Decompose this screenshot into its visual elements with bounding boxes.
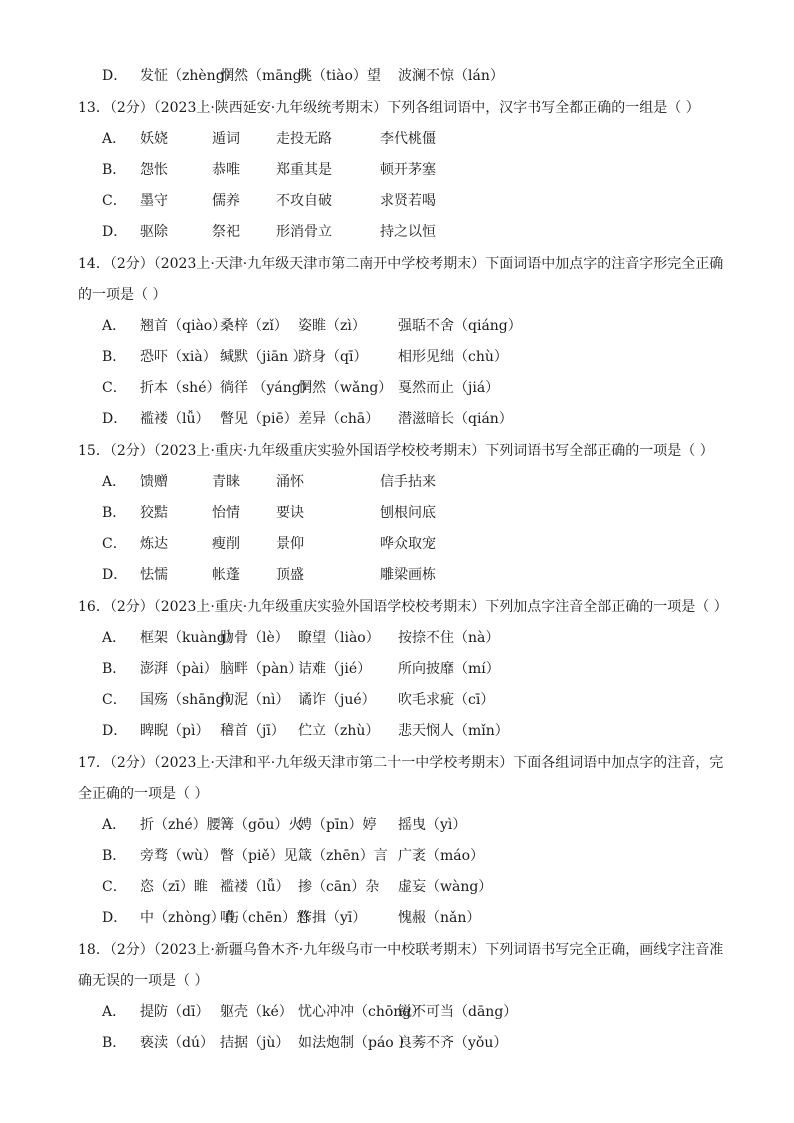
option-item: 拮据（jù） — [220, 1035, 290, 1051]
option-label: D． — [102, 411, 128, 427]
option-item: 形消骨立 — [276, 224, 332, 240]
option-item: 折本（shé） — [140, 380, 221, 396]
option-item: 广袤（máo） — [398, 848, 485, 864]
option-item: 眺（tiào）望 — [298, 68, 381, 84]
option-item: 亵渎（dú） — [140, 1035, 214, 1051]
option-label: D． — [102, 910, 128, 926]
option-item: 波澜不惊（lán） — [398, 68, 504, 84]
option-item: 恭唯 — [212, 162, 240, 178]
option-item: 中（zhòng）伤 — [140, 910, 239, 926]
option-item: 炼达 — [140, 536, 168, 552]
question-stem: 15．（2分）（2023上·重庆·九年级重庆实验外国语学校校考期末）下列词语书写全部正确的一项是（ ） — [78, 443, 714, 459]
option-item: 帐蓬 — [212, 567, 240, 583]
option-item: 走投无路 — [276, 131, 332, 147]
option-item: 李代桃僵 — [380, 131, 436, 147]
option-item: 惘然（māng） — [220, 68, 316, 84]
option-item: 掺（cān）杂 — [298, 879, 380, 895]
option-item: 作揖（yī） — [298, 910, 367, 926]
option-label: B． — [102, 349, 127, 365]
option-item: 刨根问底 — [380, 505, 436, 521]
option-label: C． — [102, 692, 127, 708]
option-item: 所向披靡（mí） — [398, 661, 500, 677]
option-item: 景仰 — [276, 536, 304, 552]
option-item: 躯壳（ké） — [220, 1004, 293, 1020]
option-label: D． — [102, 68, 128, 84]
option-item: 惘然（wǎng） — [298, 380, 393, 396]
option-item: 墨守 — [140, 193, 168, 209]
option-label: B． — [102, 661, 127, 677]
option-item: 篝（gōu）火 — [220, 817, 303, 833]
option-item: 诘难（jié） — [298, 661, 372, 677]
option-label: A． — [102, 318, 127, 334]
option-item: 折（zhé）腰 — [140, 817, 221, 833]
option-item: 怡情 — [212, 505, 240, 521]
option-item: 如法炮制（páo ） — [298, 1035, 413, 1051]
option-item: 伫立（zhù） — [298, 723, 380, 739]
option-item: 谲诈（jué） — [298, 692, 376, 708]
question-stem: 14．（2分）（2023上·天津·九年级天津市第二南开中学校考期末）下面词语中加点字的注音字形完全正确 — [78, 256, 724, 272]
option-label: A． — [102, 630, 127, 646]
option-item: 哗众取宠 — [380, 536, 436, 552]
option-item: 信手拈来 — [380, 474, 436, 490]
option-item: 相形见绌（chù） — [398, 349, 508, 365]
option-label: A． — [102, 474, 127, 490]
option-item: 郑重其是 — [276, 162, 332, 178]
option-item: 脑畔（pàn） — [220, 661, 303, 677]
question-stem: 16．（2分）（2023上·重庆·九年级重庆实验外国语学校校考期末）下列加点字注音全部正确的一项是（ ） — [78, 599, 728, 615]
option-item: 妖娆 — [140, 131, 168, 147]
option-item: 摇曳（yì） — [398, 817, 467, 833]
option-item: 姿睢（zì） — [298, 318, 366, 334]
option-item: 恐吓（xià） — [140, 349, 217, 365]
option-item: 吹毛求疵（cī） — [398, 692, 495, 708]
option-item: 瘦削 — [212, 536, 240, 552]
option-item: 狡黠 — [140, 505, 168, 521]
option-item: 儒养 — [212, 193, 240, 209]
option-item: 戛然而止（jiá） — [398, 380, 500, 396]
option-item: 徜徉 （yáng） — [220, 380, 315, 396]
option-item: 悲天悯人（mǐn） — [398, 723, 509, 739]
option-label: D． — [102, 567, 128, 583]
option-label: B． — [102, 162, 127, 178]
option-item: 嗔（chēn）怒 — [220, 910, 311, 926]
option-item: 馈赠 — [140, 474, 168, 490]
option-item: 怯懦 — [140, 567, 168, 583]
option-item: 差异（chā） — [298, 411, 380, 427]
option-label: D． — [102, 224, 128, 240]
option-item: 肋骨（lè） — [220, 630, 289, 646]
option-label: A． — [102, 817, 127, 833]
option-item: 祭祀 — [212, 224, 240, 240]
question-stem: 13．（2分）（2023上·陕西延安·九年级统考期末）下列各组词语中，汉字书写全都正确的一组是（ ） — [78, 100, 700, 116]
question-stem: 全正确的一项是（ ） — [78, 786, 209, 802]
option-item: 瞥（piě）见 — [220, 848, 298, 864]
option-item: 翘首（qiào） — [140, 318, 227, 334]
option-item: 不攻自破 — [276, 193, 332, 209]
option-item: 潜滋暗长（qián） — [398, 411, 513, 427]
option-item: 框架（kuàng） — [140, 630, 240, 646]
option-item: 驱除 — [140, 224, 168, 240]
option-label: C． — [102, 380, 127, 396]
option-item: 稽首（jī） — [220, 723, 285, 739]
option-item: 顿开茅塞 — [380, 162, 436, 178]
option-item: 涌怀 — [276, 474, 304, 490]
option-item: 持之以恒 — [380, 224, 436, 240]
option-item: 青睐 — [212, 474, 240, 490]
option-item: 褴褛（lǚ） — [220, 879, 290, 895]
option-item: 褴褛（lǚ） — [140, 411, 210, 427]
option-item: 缄默（jiān ） — [220, 349, 307, 365]
option-item: 旁骛（wù） — [140, 848, 217, 864]
option-item: 虚妄（wàng） — [398, 879, 493, 895]
option-item: 拘泥（nì） — [220, 692, 290, 708]
option-item: 雕梁画栋 — [380, 567, 436, 583]
option-item: 娉（pīn）婷 — [298, 817, 377, 833]
option-item: 跻身（qī） — [298, 349, 368, 365]
question-stem: 17．（2分）（2023上·天津和平·九年级天津市第二十一中学校考期末）下面各组词语中加点字的注音，完 — [78, 755, 724, 771]
question-stem: 18．（2分）（2023上·新疆乌鲁木齐·九年级乌市一中校联考期末）下列词语书写完全正确，画线字注音准 — [78, 942, 724, 958]
option-label: A． — [102, 1004, 127, 1020]
option-label: C． — [102, 193, 127, 209]
option-item: 桑梓（zǐ） — [220, 318, 288, 334]
question-stem: 的一项是（ ） — [78, 287, 167, 303]
option-item: 睥睨（pì） — [140, 723, 210, 739]
option-item: 顶盛 — [276, 567, 304, 583]
option-item: 瞭望（liào） — [298, 630, 380, 646]
option-item: 求贤若喝 — [380, 193, 436, 209]
option-item: 瞥见（piē） — [220, 411, 298, 427]
option-item: 要诀 — [276, 505, 304, 521]
option-label: A． — [102, 131, 127, 147]
option-item: 强聒不舍（qiáng） — [398, 318, 522, 334]
option-item: 怨怅 — [140, 162, 168, 178]
option-item: 按捺不住（nà） — [398, 630, 500, 646]
question-stem: 确无误的一项是（ ） — [78, 973, 209, 989]
option-item: 箴（zhēn）言 — [298, 848, 388, 864]
option-label: C． — [102, 536, 127, 552]
option-item: 发怔（zhèng） — [140, 68, 239, 84]
option-label: B． — [102, 505, 127, 521]
option-item: 恣（zī）睢 — [140, 879, 208, 895]
option-item: 遁词 — [212, 131, 240, 147]
option-item: 良莠不齐（yǒu） — [398, 1035, 508, 1051]
option-label: C． — [102, 879, 127, 895]
option-item: 澎湃（pài） — [140, 661, 218, 677]
option-label: B． — [102, 1035, 127, 1051]
option-label: D． — [102, 723, 128, 739]
option-item: 愧赧（nǎn） — [398, 910, 481, 926]
option-label: B． — [102, 848, 127, 864]
option-item: 国殇（shāng） — [140, 692, 239, 708]
option-item: 锐不可当（dāng） — [398, 1004, 518, 1020]
option-item: 提防（dī） — [140, 1004, 210, 1020]
option-item: 忧心冲冲（chōng） — [298, 1004, 426, 1020]
